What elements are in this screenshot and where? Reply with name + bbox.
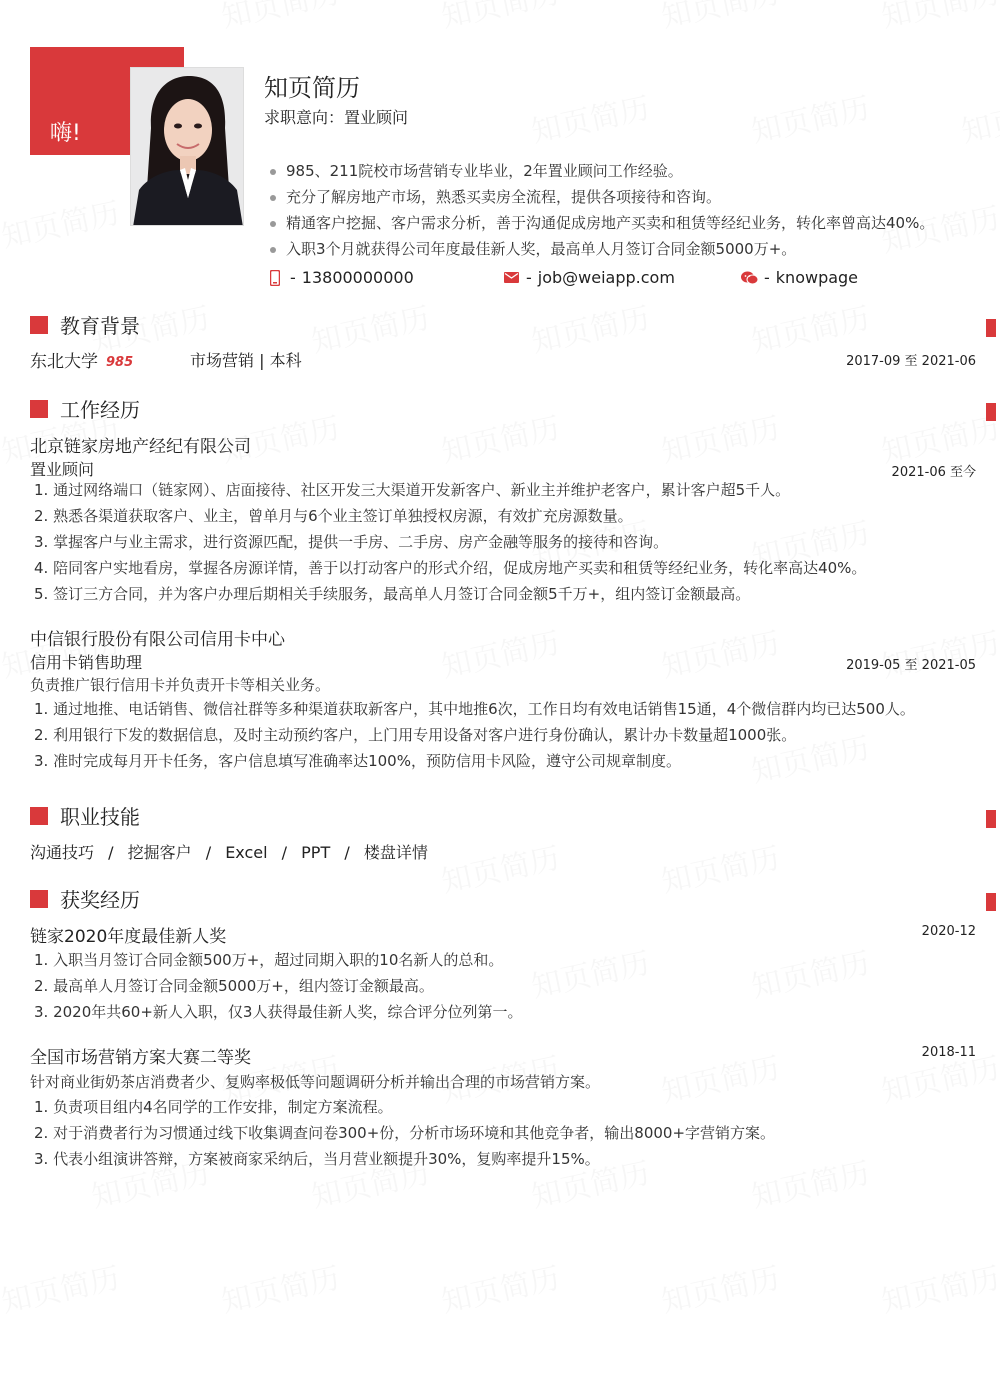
list-item: 5. 签订三方合同，并为客户办理后期相关手续服务，最高单人月签订合同金额5千万+，组内签订金额最高。 [34, 585, 751, 603]
watermark [307, 293, 434, 361]
list-item: 1. 入职当月签订合同金额500万+，超过同期入职的10名新人的总和。 [34, 951, 504, 969]
award-date: 2020-12 [921, 924, 976, 939]
job-company: 中信银行股份有限公司信用卡中心 [30, 630, 285, 650]
list-item: 2. 对于消费者行为习惯通过线下收集调查问卷300+份，分析市场环境和其他竞争者，输出8000+字营销方案。 [34, 1124, 776, 1142]
section-title: 工作经历 [60, 398, 140, 422]
list-item: 3. 2020年共60+新人入职，仅3人获得最佳新人奖，综合评分位列第一。 [34, 1003, 523, 1021]
side-marker [986, 403, 996, 421]
watermark [657, 0, 784, 36]
side-marker [986, 893, 996, 911]
watermark [0, 1253, 123, 1321]
section-education-header [30, 310, 140, 339]
watermark [437, 618, 564, 686]
skill-separator: / [344, 843, 350, 862]
email-address: job@weiapp.com [537, 268, 675, 287]
section-skills-header [30, 801, 140, 830]
skill-separator: / [281, 843, 288, 862]
section-marker [30, 890, 48, 908]
job-duties-list [34, 477, 866, 607]
job-role: 置业顾问 [30, 460, 95, 479]
watermark [657, 1253, 784, 1321]
section-title: 教育背景 [60, 314, 140, 338]
award-date: 2018-11 [921, 1045, 976, 1060]
skill-item: 挖掘客户 [127, 843, 192, 862]
list-item: 3. 代表小组演讲答辩，方案被商家采纳后，当月营业额提升30%，复购率提升15%。 [34, 1150, 600, 1168]
watermark [217, 1253, 344, 1321]
section-marker [30, 400, 48, 418]
watermark [957, 83, 1000, 151]
section-title: 获奖经历 [60, 888, 140, 912]
skills-list [30, 840, 428, 863]
education-school-line [30, 347, 133, 372]
job-intent: 求职意向：置业顾问 [264, 108, 409, 127]
mail-icon [502, 272, 520, 283]
watermark [747, 83, 874, 151]
candidate-name: 知页简历 [264, 74, 360, 102]
award-description: 针对商业街奶茶店消费者少、复购率极低等问题调研分析并输出合理的市场营销方案。 [30, 1073, 601, 1091]
watermark [657, 403, 784, 471]
job-description: 负责推广银行信用卡并负责开卡等相关业务。 [30, 676, 331, 694]
summary-list [270, 158, 934, 262]
section-marker [30, 316, 48, 334]
watermark [437, 833, 564, 901]
award-name: 全国市场营销方案大赛二等奖 [30, 1048, 251, 1068]
list-item: 1. 通过网络端口（链家网）、店面接待、社区开发三大渠道开发新客户、新业主并维护老客户，累计客户超5千人。 [34, 481, 791, 499]
watermark [437, 0, 564, 36]
watermark [0, 188, 123, 256]
school-badge: 985 [106, 354, 134, 370]
watermark [217, 0, 344, 36]
list-item: 1. 通过地推、电话销售、微信社群等多种渠道获取新客户，其中地推6次，工作日均有效电话销售15通，4个微信群内均已达500人。 [34, 700, 915, 718]
award-details-list [34, 1094, 775, 1172]
contact-email [502, 268, 675, 287]
summary-item: 985、211院校市场营销专业毕业，2年置业顾问工作经验。 [270, 158, 934, 184]
list-item: 2. 最高单人月签订合同金额5000万+，组内签订金额最高。 [34, 977, 434, 995]
phone-number: 13800000000 [301, 268, 414, 287]
education-date: 2017-09 至 2021-06 [846, 354, 976, 369]
contact-separator: - [764, 268, 770, 287]
contact-wechat [740, 268, 858, 287]
side-marker [986, 810, 996, 828]
wechat-id: knowpage [775, 268, 859, 287]
section-work-header [30, 394, 140, 423]
skill-item: PPT [301, 843, 331, 862]
list-item: 1. 负责项目组内4名同学的工作安排，制定方案流程。 [34, 1098, 393, 1116]
skill-separator: / [205, 843, 212, 862]
section-title: 职业技能 [60, 805, 140, 829]
watermark [657, 618, 784, 686]
watermark [747, 938, 874, 1006]
watermark [437, 403, 564, 471]
watermark [437, 1253, 564, 1321]
section-awards-header [30, 884, 140, 913]
job-duties-list [34, 696, 915, 774]
summary-item: 充分了解房地产市场，熟悉买卖房全流程，提供各项接待和咨询。 [270, 184, 934, 210]
watermark [657, 833, 784, 901]
job-company: 北京链家房地产经纪有限公司 [30, 437, 251, 457]
award-name: 链家2020年度最佳新人奖 [30, 927, 227, 947]
watermark [877, 1253, 1000, 1321]
job-date: 2021-06 至今 [891, 465, 976, 480]
watermark [877, 618, 1000, 686]
list-item: 2. 熟悉各渠道获取客户、业主，曾单月与6个业主签订单独授权房源，有效扩充房源数量。 [34, 507, 633, 525]
watermark [527, 83, 654, 151]
skill-item: Excel [225, 843, 268, 862]
wechat-icon [740, 271, 758, 285]
avatar [130, 67, 244, 226]
summary-item: 入职3个月就获得公司年度最佳新人奖，最高单人月签订合同金额5000万+。 [270, 236, 934, 262]
section-marker [30, 807, 48, 825]
side-marker [986, 319, 996, 337]
contact-phone [266, 268, 414, 287]
skill-item: 楼盘详情 [363, 843, 428, 862]
list-item: 3. 准时完成每月开卡任务，客户信息填写准确率达100%，预防信用卡风险，遵守公司规章制度。 [34, 752, 681, 770]
contact-separator: - [526, 268, 532, 287]
list-item: 3. 掌握客户与业主需求，进行资源匹配，提供一手房、二手房、房产金融等服务的接待和咨询。 [34, 533, 669, 551]
award-details-list [34, 947, 522, 1025]
job-role: 信用卡销售助理 [30, 653, 143, 672]
greeting: 嗨! [50, 121, 81, 146]
watermark [877, 0, 1000, 36]
job-date: 2019-05 至 2021-05 [846, 658, 976, 673]
portrait-image [131, 68, 244, 226]
contact-separator: - [290, 268, 296, 287]
list-item: 4. 陪同客户实地看房，掌握各房源详情，善于以打动客户的形式介绍，促成房地产买卖和租赁等经纪业务，转化率高达40%。 [34, 559, 867, 577]
watermark [527, 293, 654, 361]
education-major: 市场营销 | 本科 [190, 351, 302, 370]
skill-item: 沟通技巧 [30, 843, 95, 862]
watermark [527, 938, 654, 1006]
phone-icon [266, 270, 284, 286]
skill-separator: / [108, 843, 114, 862]
summary-item: 精通客户挖掘、客户需求分析，善于沟通促成房地产买卖和租赁等经纪业务，转化率曾高达40%。 [270, 210, 934, 236]
list-item: 2. 利用银行下发的数据信息，及时主动预约客户，上门用专用设备对客户进行身份确认，累计办卡数量超1000张。 [34, 726, 797, 744]
school-name: 东北大学 [30, 352, 98, 372]
